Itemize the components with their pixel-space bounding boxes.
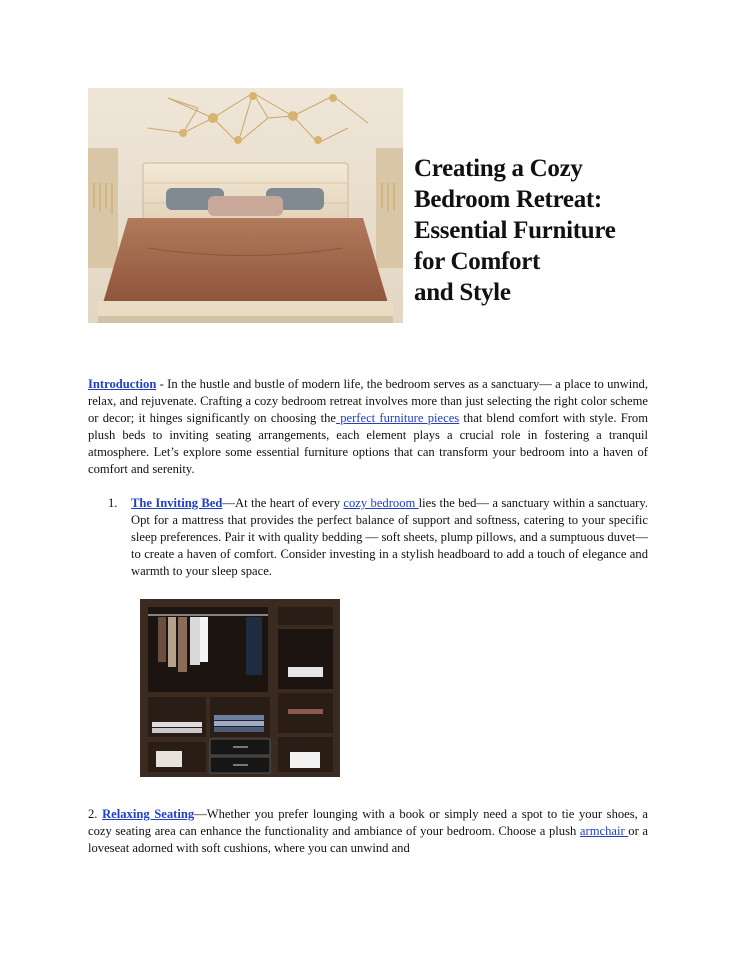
relaxing-seating-link[interactable]: Relaxing Seating bbox=[102, 807, 195, 821]
wardrobe-photo bbox=[138, 597, 343, 782]
cozy-bedroom-link[interactable]: cozy bedroom bbox=[343, 496, 419, 510]
list-number: 2. bbox=[88, 807, 103, 821]
item-text: lies the bed— a sanctuary within a sanctuary. Opt for a mattress that provides the perfect balance of support and softness, catering to your specific sleep preferences. Pair it with quality bedding — soft sheets, plump pillows, and a sumptuous duvet— to create a haven of comfort. Consider investing in a stylish headboard to add a touch of elegance and warmth to your sleep space. bbox=[131, 496, 648, 578]
list-item-relaxing-seating bbox=[88, 806, 648, 857]
inviting-bed-link[interactable]: The Inviting Bed bbox=[131, 496, 223, 510]
list-item-inviting-bed bbox=[108, 495, 648, 580]
item-text: —Whether you prefer lounging with a book or simply need a spot to tie your shoes, a cozy seating area can enhance the functionality and ambiance of your bedroom. Choose a plush bbox=[88, 807, 649, 838]
introduction-link[interactable]: Introduction bbox=[88, 377, 157, 391]
armchair-link[interactable]: armchair bbox=[579, 824, 629, 838]
title-line: for Comfort bbox=[414, 248, 541, 275]
intro-paragraph bbox=[88, 376, 648, 478]
bedroom-photo bbox=[88, 88, 403, 323]
title-line: Bedroom Retreat: bbox=[414, 186, 602, 213]
page-title bbox=[414, 153, 714, 308]
item-text: —At the heart of every bbox=[222, 496, 344, 510]
intro-text: that blend comfort with style. From plush beds to inviting seating arrangements, each element plays a crucial role in fostering a tranquil atmosphere. Let’s explore some essential furniture options that can transform your bedroom into a haven of comfort and serenity. bbox=[88, 411, 648, 476]
intro-text: - In the hustle and bustle of modern life, the bedroom serves as a sanctuary— a place to unwind, relax, and rejuvenate. Crafting a cozy bedroom retreat involves more than just selecting the right color scheme or decor; it hinges significantly on choosing the bbox=[88, 377, 648, 425]
title-line: Creating a Cozy bbox=[414, 155, 583, 182]
title-line: Essential Furniture bbox=[414, 217, 616, 244]
title-line: and Style bbox=[414, 279, 511, 306]
item-text: or a loveseat adorned with soft cushions, where you can unwind and bbox=[88, 824, 649, 855]
list-number: 1. bbox=[108, 496, 118, 510]
perfect-furniture-link[interactable]: perfect furniture pieces bbox=[335, 411, 460, 425]
